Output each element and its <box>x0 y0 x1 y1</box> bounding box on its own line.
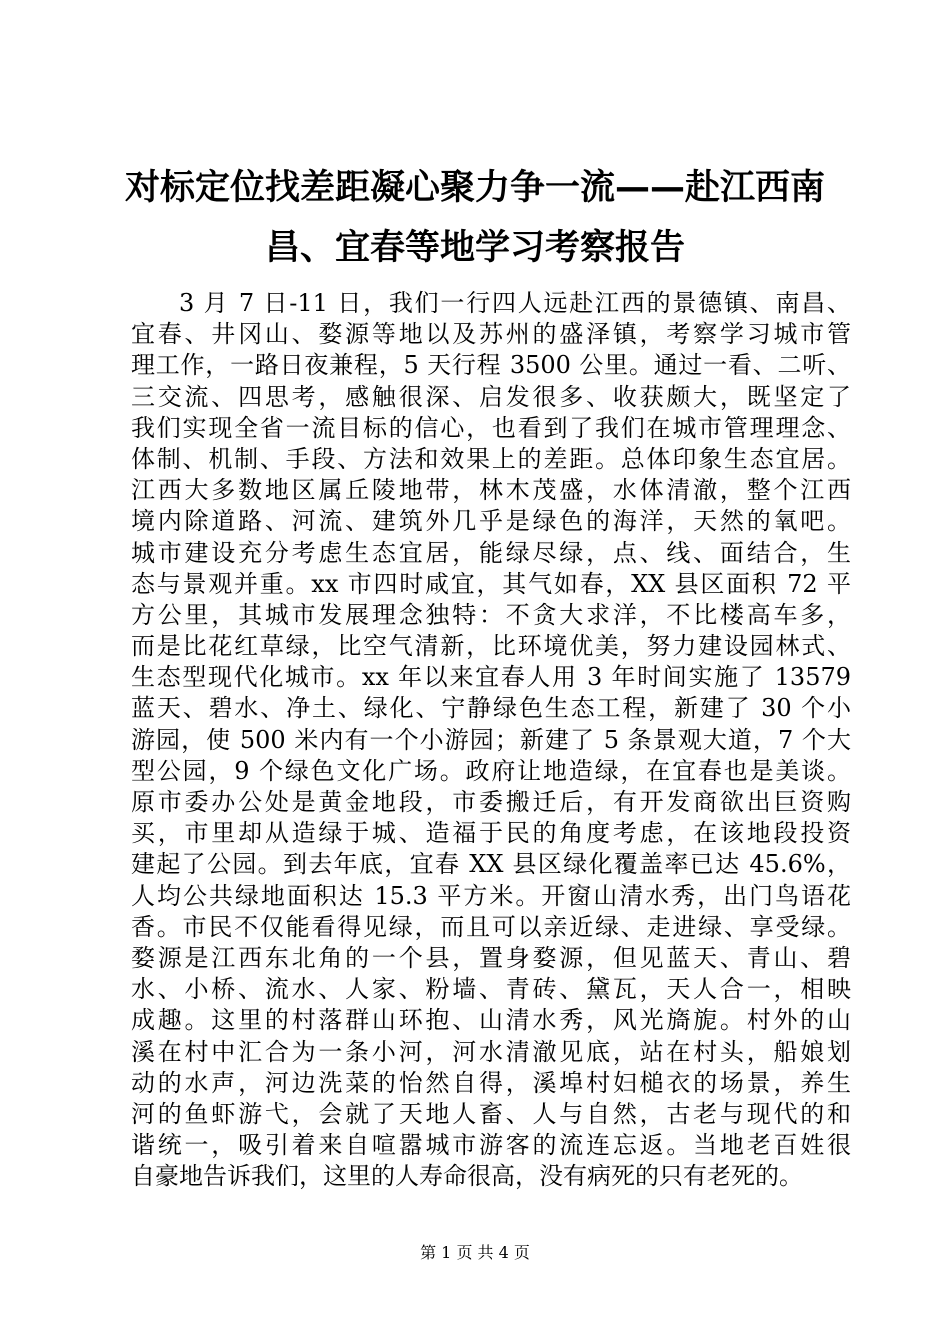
body-line: 态与景观并重。xx 市四时咸宜，其气如春，XX 县区面积 72 平 <box>131 569 851 598</box>
body-line: 体制、机制、手段、方法和效果上的差距。总体印象生态宜居。 <box>131 444 851 473</box>
body-line: 方公里，其城市发展理念独特：不贪大求洋，不比楼高车多， <box>131 600 851 629</box>
body-line: 境内除道路、河流、建筑外几乎是绿色的海洋，天然的氧吧。 <box>131 507 851 536</box>
page-footer: 第 1 页 共 4 页 <box>420 1243 530 1262</box>
body-line: 蓝天、碧水、净土、绿化、宁静绿色生态工程，新建了 30 个小 <box>131 694 851 723</box>
body-line: 河的鱼虾游弋，会就了天地人畜、人与自然，古老与现代的和 <box>131 1099 851 1128</box>
body-line: 型公园，9 个绿色文化广场。政府让地造绿，在宜春也是美谈。 <box>131 756 851 785</box>
body-line: 宜春、井冈山、婺源等地以及苏州的盛泽镇，考察学习城市管 <box>131 320 851 349</box>
title-line-2: 昌、宜春等地学习考察报告 <box>264 228 685 268</box>
body-line: 生态型现代化城市。xx 年以来宜春人用 3 年时间实施了 13579 <box>131 663 851 692</box>
document-title <box>100 158 850 278</box>
body-paragraph <box>131 288 851 1192</box>
body-line: 香。市民不仅能看得见绿，而且可以亲近绿、走进绿、享受绿。 <box>131 912 851 941</box>
body-line: 城市建设充分考虑生态宜居，能绿尽绿，点、线、面结合，生 <box>131 538 851 567</box>
body-line: 婺源是江西东北角的一个县，置身婺源，但见蓝天、青山、碧 <box>131 943 851 972</box>
body-line: 游园，使 500 米内有一个小游园；新建了 5 条景观大道，7 个大 <box>131 725 851 754</box>
body-line: 成趣。这里的村落群山环抱、山清水秀，风光旖旎。村外的山 <box>131 1006 851 1035</box>
body-line: 理工作，一路日夜兼程，5 天行程 3500 公里。通过一看、二听、 <box>131 351 851 380</box>
body-line: 而是比花红草绿，比空气清新，比环境优美，努力建设园林式、 <box>131 632 851 661</box>
body-line: 我们实现全省一流目标的信心，也看到了我们在城市管理理念、 <box>131 413 851 442</box>
body-line: 动的水声，河边洗菜的怡然自得，溪埠村妇槌衣的场景，养生 <box>131 1068 851 1097</box>
body-line: 原市委办公处是黄金地段，市委搬迁后，有开发商欲出巨资购 <box>131 788 851 816</box>
body-line: 人均公共绿地面积达 15.3 平方米。开窗山清水秀，出门鸟语花 <box>131 881 851 910</box>
body-line: 建起了公园。到去年底，宜春 XX 县区绿化覆盖率已达 45.6%， <box>131 850 851 879</box>
body-line: 3 月 7 日-11 日，我们一行四人远赴江西的景德镇、南昌、 <box>179 289 851 317</box>
body-line: 江西大多数地区属丘陵地带，林木茂盛，水体清澈，整个江西 <box>131 476 851 505</box>
body-line: 水、小桥、流水、人家、粉墙、青砖、黛瓦，天人合一，相映 <box>131 975 851 1004</box>
body-line: 溪在村中汇合为一条小河，河水清澈见底，站在村头，船娘划 <box>131 1037 851 1066</box>
body-line: 自豪地告诉我们，这里的人寿命很高，没有病死的只有老死的。 <box>131 1162 803 1191</box>
title-line-1: 对标定位找差距凝心聚力争一流——赴江西南 <box>124 168 825 208</box>
body-line: 谐统一，吸引着来自喧嚣城市游客的流连忘返。当地老百姓很 <box>131 1131 851 1160</box>
body-line: 三交流、四思考，感触很深、启发很多、收获颇大，既坚定了 <box>131 382 851 411</box>
body-line: 买，市里却从造绿于城、造福于民的角度考虑，在该地段投资 <box>131 819 851 848</box>
